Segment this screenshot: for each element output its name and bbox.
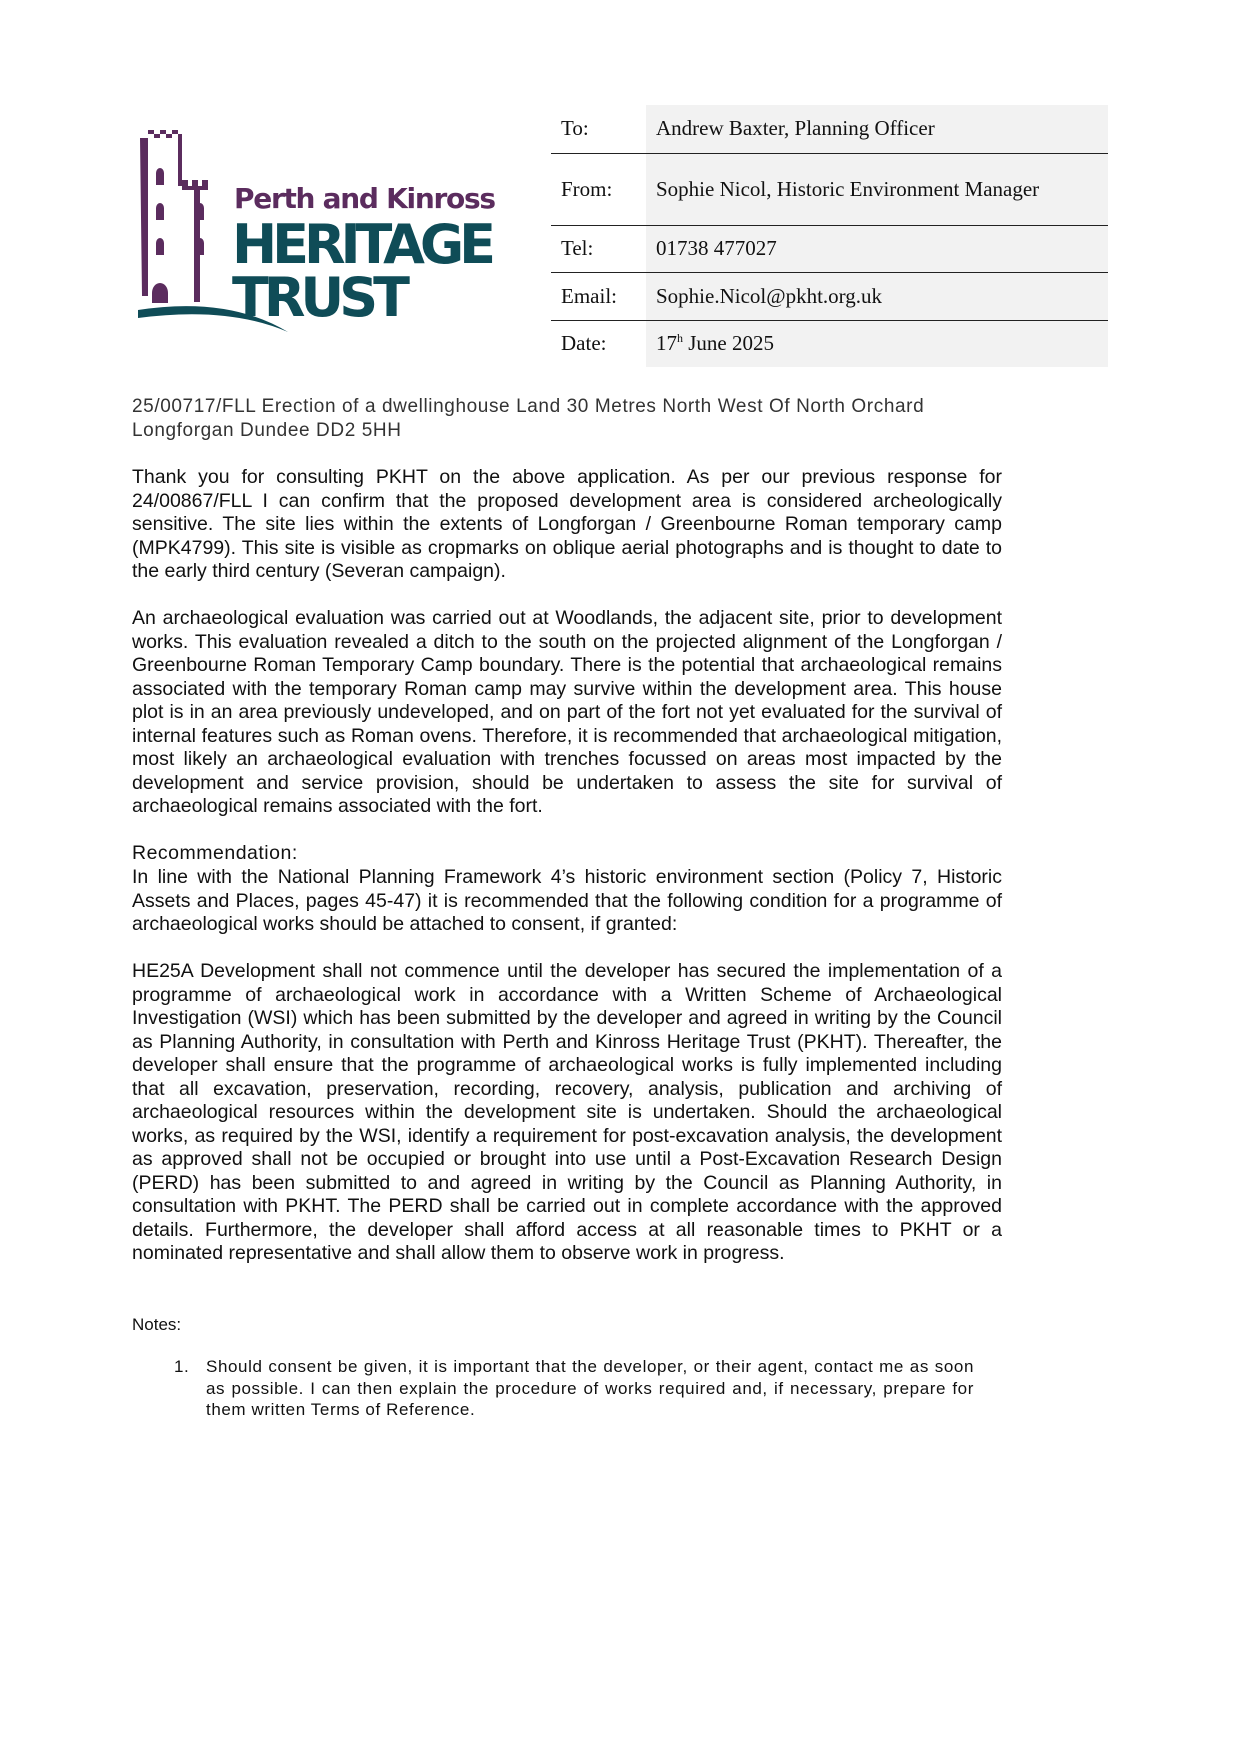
from-label: From: (561, 176, 613, 201)
row-tel (551, 225, 1108, 272)
tel-label: Tel: (561, 236, 594, 260)
memo-header-table (551, 105, 1108, 367)
email-value[interactable]: Sophie.Nicol@pkht.org.uk (646, 272, 1108, 320)
to-value: Andrew Baxter, Planning Officer (646, 105, 1108, 153)
row-to (551, 105, 1108, 153)
pkht-logo (138, 128, 508, 338)
row-email (551, 272, 1108, 320)
row-date (551, 320, 1108, 367)
recommendation-text: In line with the National Planning Framework 4’s historic environment section (Policy 7, Historic Assets and Places, pages 45-47) it is recommended that the following condition for a programme of archaeological works should be attached to consent, if granted: (132, 866, 1002, 935)
note-number: 1. (174, 1357, 190, 1376)
note-text: Should consent be given, it is important that the developer, or their agent, contact me as soon as possible. I can then explain the procedure of works required and, if necessary, prepare for them written Terms of Reference. (206, 1357, 974, 1419)
date-value (646, 320, 1108, 367)
row-from (551, 153, 1108, 225)
to-label: To: (561, 116, 589, 141)
date-suffix: h (677, 331, 683, 346)
logo-line1: Perth and Kinross (234, 182, 496, 215)
from-value: Sophie Nicol, Historic Environment Manager (646, 153, 1108, 225)
logo-line2: HERITAGE (232, 213, 496, 276)
tel-value: 01738 477027 (646, 225, 1108, 272)
notes-heading: Notes: (132, 1315, 182, 1334)
date-label: Date: (561, 331, 607, 356)
email-label: Email: (561, 283, 617, 308)
condition-he25a: HE25A Development shall not commence until the developer has secured the implementation of a programme of archaeological work in accordance with a Written Scheme of Archaeological Investigation (WSI) which has been submitted by the developer and agreed in writing by the Council as Planning Authority, in consultation with Perth and Kinross Heritage Trust (PKHT). Thereafter, the developer shall ensure that the programme of archaeological works is fully implemented including that all excavation, preservation, recording, recovery, analysis, publication and archiving of archaeological resources within the development site is undertaken. Should the archaeological works, as required by the WSI, identify a requirement for post-excavation analysis, the development as approved shall not be occupied or brought into use until a Post-Excavation Research Design (PERD) has been submitted to and agreed in writing by the Council as Planning Authority, in consultation with PKHT. The PERD shall be carried out in complete accordance with the approved details. Furthermore, the developer shall afford access at all reasonable times to PKHT or a nominated representative and shall allow them to observe work in progress. (132, 960, 1002, 1264)
note-item (174, 1356, 974, 1421)
paragraph-1: Thank you for consulting PKHT on the above application. As per our previous response for 24/00867/FLL I can confirm that the proposed development area is considered archeologically sensitive. The site lies within the extents of Longforgan / Greenbourne Roman temporary camp (MPK4799). This site is visible as cropmarks on oblique aerial photographs and is thought to date to the early third century (Severan campaign). (132, 466, 1002, 582)
recommendation-heading: Recommendation: (132, 842, 298, 864)
application-subject: 25/00717/FLL Erection of a dwellinghouse Land 30 Metres North West Of North Orchard Longforgan Dundee DD2 5HH (132, 396, 925, 441)
castle-tower-icon (140, 130, 208, 303)
logo-line3: TRUST (232, 266, 410, 329)
paragraph-2: An archaeological evaluation was carried out at Woodlands, the adjacent site, prior to development works. This evaluation revealed a ditch to the south on the projected alignment of the Longforgan / Greenbourne Roman Temporary Camp boundary. There is the potential that archaeological remains associated with the temporary Roman camp may survive within the development area. This house plot is in an area previously undeveloped, and on part of the fort not yet evaluated for the survival of internal features such as Roman ovens. Therefore, it is recommended that archaeological mitigation, most likely an archaeological evaluation with trenches focussed on areas most impacted by the development and service provision, should be undertaken to assess the site for survival of archaeological remains associated with the fort. (132, 607, 1002, 817)
date-rest: June 2025 (683, 331, 774, 356)
date-day: 17 (656, 331, 677, 356)
